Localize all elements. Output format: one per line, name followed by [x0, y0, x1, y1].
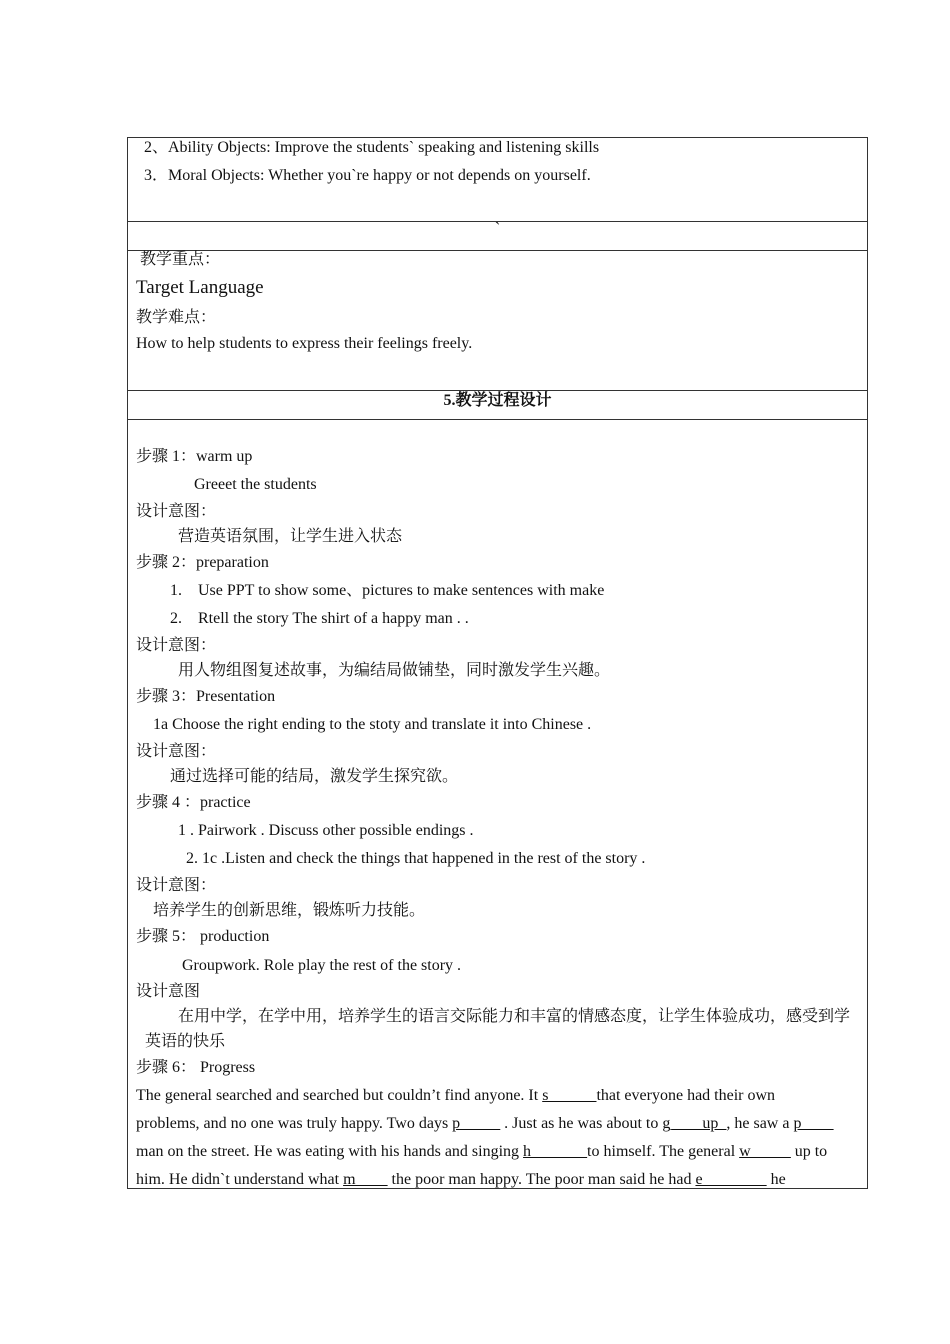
cloze-blank: g____up_ [662, 1115, 727, 1132]
step-2-item-1-num: 1. [170, 582, 182, 599]
step-2-title: 步骤 2：preparation [136, 554, 269, 571]
step-2-intent: 用人物组图复述故事，为编结局做铺垫，同时激发学生兴趣。 [178, 662, 611, 679]
step-2-item-1: Use PPT to show some、pictures to make sentences with make [198, 582, 605, 599]
difficulty-value: How to help students to express their feelings freely. [136, 335, 473, 352]
step-1-item: Greeet the students [194, 476, 317, 493]
separator-mark: ` [494, 220, 501, 237]
ability-objective: 2、Ability Objects: Improve the students` speaking and listening skills [144, 139, 600, 156]
section-title: 5.教学过程设计 [443, 392, 552, 409]
step-5-intent-line-1: 在用中学，在学中用，培养学生的语言交际能力和丰富的情感态度，让学生体验成功，感受到学 [178, 1008, 851, 1025]
step-2-item-2-num: 2. [170, 610, 182, 627]
step-2-item-2: Rtell the story The shirt of a happy man . . [198, 610, 469, 627]
step-3-title: 步骤 3：Presentation [136, 688, 276, 705]
step-4-intent: 培养学生的创新思维，锻炼听力技能。 [153, 902, 426, 919]
difficulty-label: 教学难点： [136, 309, 217, 326]
step-1-title: 步骤 1：warm up [136, 448, 253, 465]
step-1-intent-label: 设计意图： [136, 503, 217, 520]
moral-objective: 3．Moral Objects: Whether you`re happy or not depends on yourself. [144, 167, 591, 184]
row-divider [128, 419, 867, 420]
key-points-label: 教学重点： [140, 251, 221, 268]
row-divider [128, 250, 867, 251]
step-4-intent-label: 设计意图： [136, 877, 217, 894]
step-6-title: 步骤 6： Progress [136, 1059, 256, 1076]
step-3-item: 1a Choose the right ending to the stoty and translate it into Chinese . [153, 716, 592, 733]
cloze-blank: e________ [695, 1171, 767, 1188]
step-4-item-1: 1 . Pairwork . Discuss other possible endings . [178, 822, 474, 839]
cloze-blank: w_____ [739, 1143, 791, 1160]
step-2-intent-label: 设计意图： [136, 637, 217, 654]
step-5-intent-label: 设计意图 [136, 983, 201, 1000]
cloze-blank: m____ [343, 1171, 388, 1188]
step-1-intent: 营造英语氛围，让学生进入状态 [178, 528, 403, 545]
cloze-blank: p____ [793, 1115, 834, 1132]
cloze-line-2: problems, and no one was truly happy. Two days p_____ . Just as he was about to g____up_, he saw a p____ [136, 1115, 834, 1132]
cloze-blank: h_______ [523, 1143, 588, 1160]
step-5-title: 步骤 5： production [136, 928, 270, 945]
cloze-blank: p_____ [452, 1115, 501, 1132]
step-3-intent-label: 设计意图： [136, 743, 217, 760]
step-4-item-2: 2. 1c .Listen and check the things that happened in the rest of the story . [186, 850, 646, 867]
cloze-line-4: him. He didn`t understand what m____ the poor man happy. The poor man said he had e________ he [136, 1171, 786, 1188]
cloze-blank: s______ [542, 1087, 597, 1104]
step-3-intent: 通过选择可能的结局，激发学生探究欲。 [170, 768, 459, 785]
cloze-line-1: The general searched and searched but couldn’t find anyone. It s______that everyone had their own [136, 1087, 776, 1104]
cloze-line-3: man on the street. He was eating with his hands and singing h_______to himself. The general w_____ up to [136, 1143, 828, 1160]
step-4-title: 步骤 4 ：practice [136, 794, 251, 811]
step-5-item: Groupwork. Role play the rest of the story . [182, 957, 462, 974]
key-points-value: Target Language [136, 277, 264, 298]
step-5-intent-line-2: 英语的快乐 [145, 1033, 226, 1050]
lesson-plan-table [127, 137, 868, 1189]
